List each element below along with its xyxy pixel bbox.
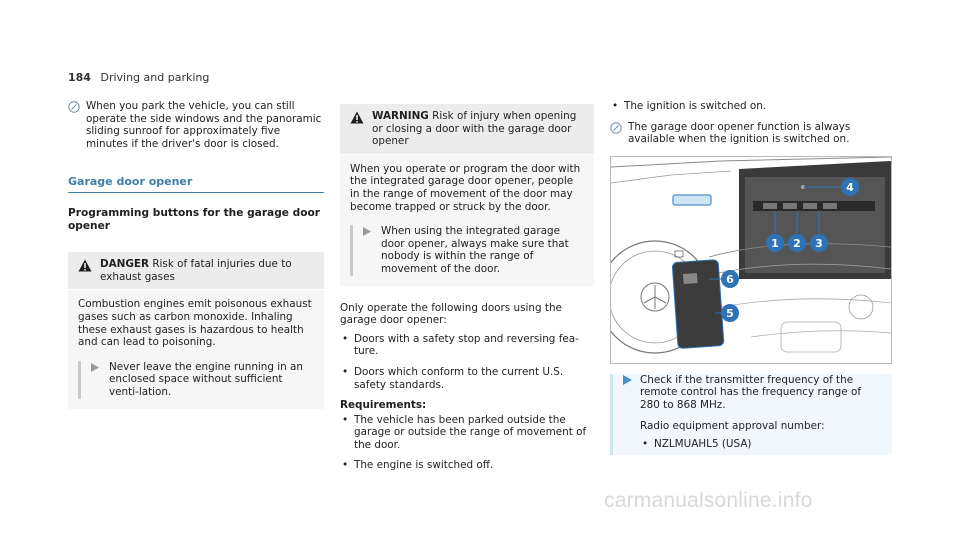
warning-body-text: When you operate or program the door with the integrated garage door opener, people in the range of movement of the door may become trapped or struck by the door. — [350, 162, 581, 213]
danger-body — [68, 290, 324, 408]
action-bar — [78, 361, 81, 399]
column-left — [68, 100, 324, 409]
subsection-title: Programming buttons for the garage door opener — [68, 206, 321, 232]
step-content — [613, 374, 892, 455]
instruction-step-box — [610, 374, 892, 455]
garage-opener-figure — [610, 156, 892, 364]
door-list — [340, 333, 594, 391]
callout-6 — [721, 270, 739, 288]
warning-body — [340, 155, 594, 286]
info-note — [610, 121, 892, 146]
info-note-icon — [68, 101, 80, 113]
warning-action-text: When using the integrated garage door opener, always make sure that nobody is within the range of movement of the door. — [381, 225, 569, 275]
door-intro: Only operate the following doors using the garage door opener: — [340, 301, 562, 327]
callout-3 — [810, 234, 828, 252]
page-section: Driving and parking — [100, 71, 210, 84]
callout-5 — [721, 304, 739, 322]
warning-action — [350, 225, 584, 275]
svg-text:4: 4 — [846, 180, 854, 194]
requirements-list-continued — [610, 100, 892, 113]
warning-label: WARNING — [372, 110, 429, 122]
step-arrow-icon — [623, 375, 632, 385]
svg-text:5: 5 — [726, 306, 734, 320]
info-note-text: The garage door opener function is always available when the ignition is switched on. — [628, 120, 851, 146]
column-middle — [340, 100, 594, 480]
page-number: 184 — [68, 71, 91, 84]
callout-2 — [788, 234, 806, 252]
interior-illustration — [611, 157, 891, 363]
svg-text:6: 6 — [726, 272, 734, 286]
action-arrow-icon — [363, 227, 371, 236]
danger-header — [68, 252, 324, 290]
watermark: carmanualsonline.info — [604, 489, 813, 512]
warning-heading-text: Risk of injury when opening or closing a door with the garage door opener — [372, 110, 577, 148]
danger-body-text: Combustion engines emit poisonous exhaust gases such as carbon monoxide. Inhaling these exhaust gases is hazardous to health and can lead to poisoning. — [78, 298, 312, 349]
svg-text:3: 3 — [815, 236, 823, 250]
warning-heading — [372, 110, 584, 148]
column-right — [610, 100, 892, 455]
warning-header — [340, 104, 594, 155]
list-item: • NZLMUAHL5 (USA) — [640, 438, 882, 451]
requirements-list — [340, 414, 594, 472]
callout-4 — [841, 178, 859, 196]
list-item: • The vehicle has been parked outside the garage or outside the range of movement of the door. — [340, 414, 594, 452]
radio-approval-label: Radio equipment approval number: — [640, 419, 825, 432]
info-note — [68, 100, 324, 150]
list-item: • The engine is switched off. — [340, 459, 594, 472]
page-header — [68, 72, 209, 85]
danger-heading — [100, 258, 314, 283]
requirements-title: Requirements: — [340, 399, 427, 412]
door-info — [340, 302, 594, 327]
callout-1 — [766, 234, 784, 252]
info-note-text: When you park the vehicle, you can still operate the side windows and the panoramic sliding sunroof for approximately five minutes if the driver's door is closed. — [86, 100, 322, 150]
instruction-step — [623, 374, 882, 412]
section-title: Garage door opener — [68, 176, 324, 193]
danger-box — [68, 252, 324, 408]
action-arrow-icon — [91, 363, 99, 372]
svg-text:1: 1 — [771, 236, 779, 250]
svg-text:2: 2 — [793, 236, 801, 250]
list-item: • Doors which conform to the current U.S. safety standards. — [340, 366, 594, 391]
action-bar — [350, 225, 353, 275]
warning-box — [340, 104, 594, 286]
warning-triangle-icon — [78, 259, 92, 272]
danger-heading-text: Risk of fatal injuries due to exhaust gases — [100, 258, 292, 283]
step-text: Check if the transmitter frequency of the remote control has the frequency range of 280 to 868 MHz. — [640, 373, 861, 411]
danger-action-text: Never leave the engine running in an enclosed space without sufficient venti-lation. — [109, 360, 303, 398]
danger-action — [78, 361, 314, 399]
list-item: • The ignition is switched on. — [610, 100, 892, 113]
radio-number-list — [623, 438, 882, 451]
list-item: • Doors with a safety stop and reversing fea-ture. — [340, 333, 594, 358]
warning-triangle-icon — [350, 111, 364, 124]
info-note-icon — [610, 122, 622, 134]
danger-label: DANGER — [100, 258, 149, 271]
